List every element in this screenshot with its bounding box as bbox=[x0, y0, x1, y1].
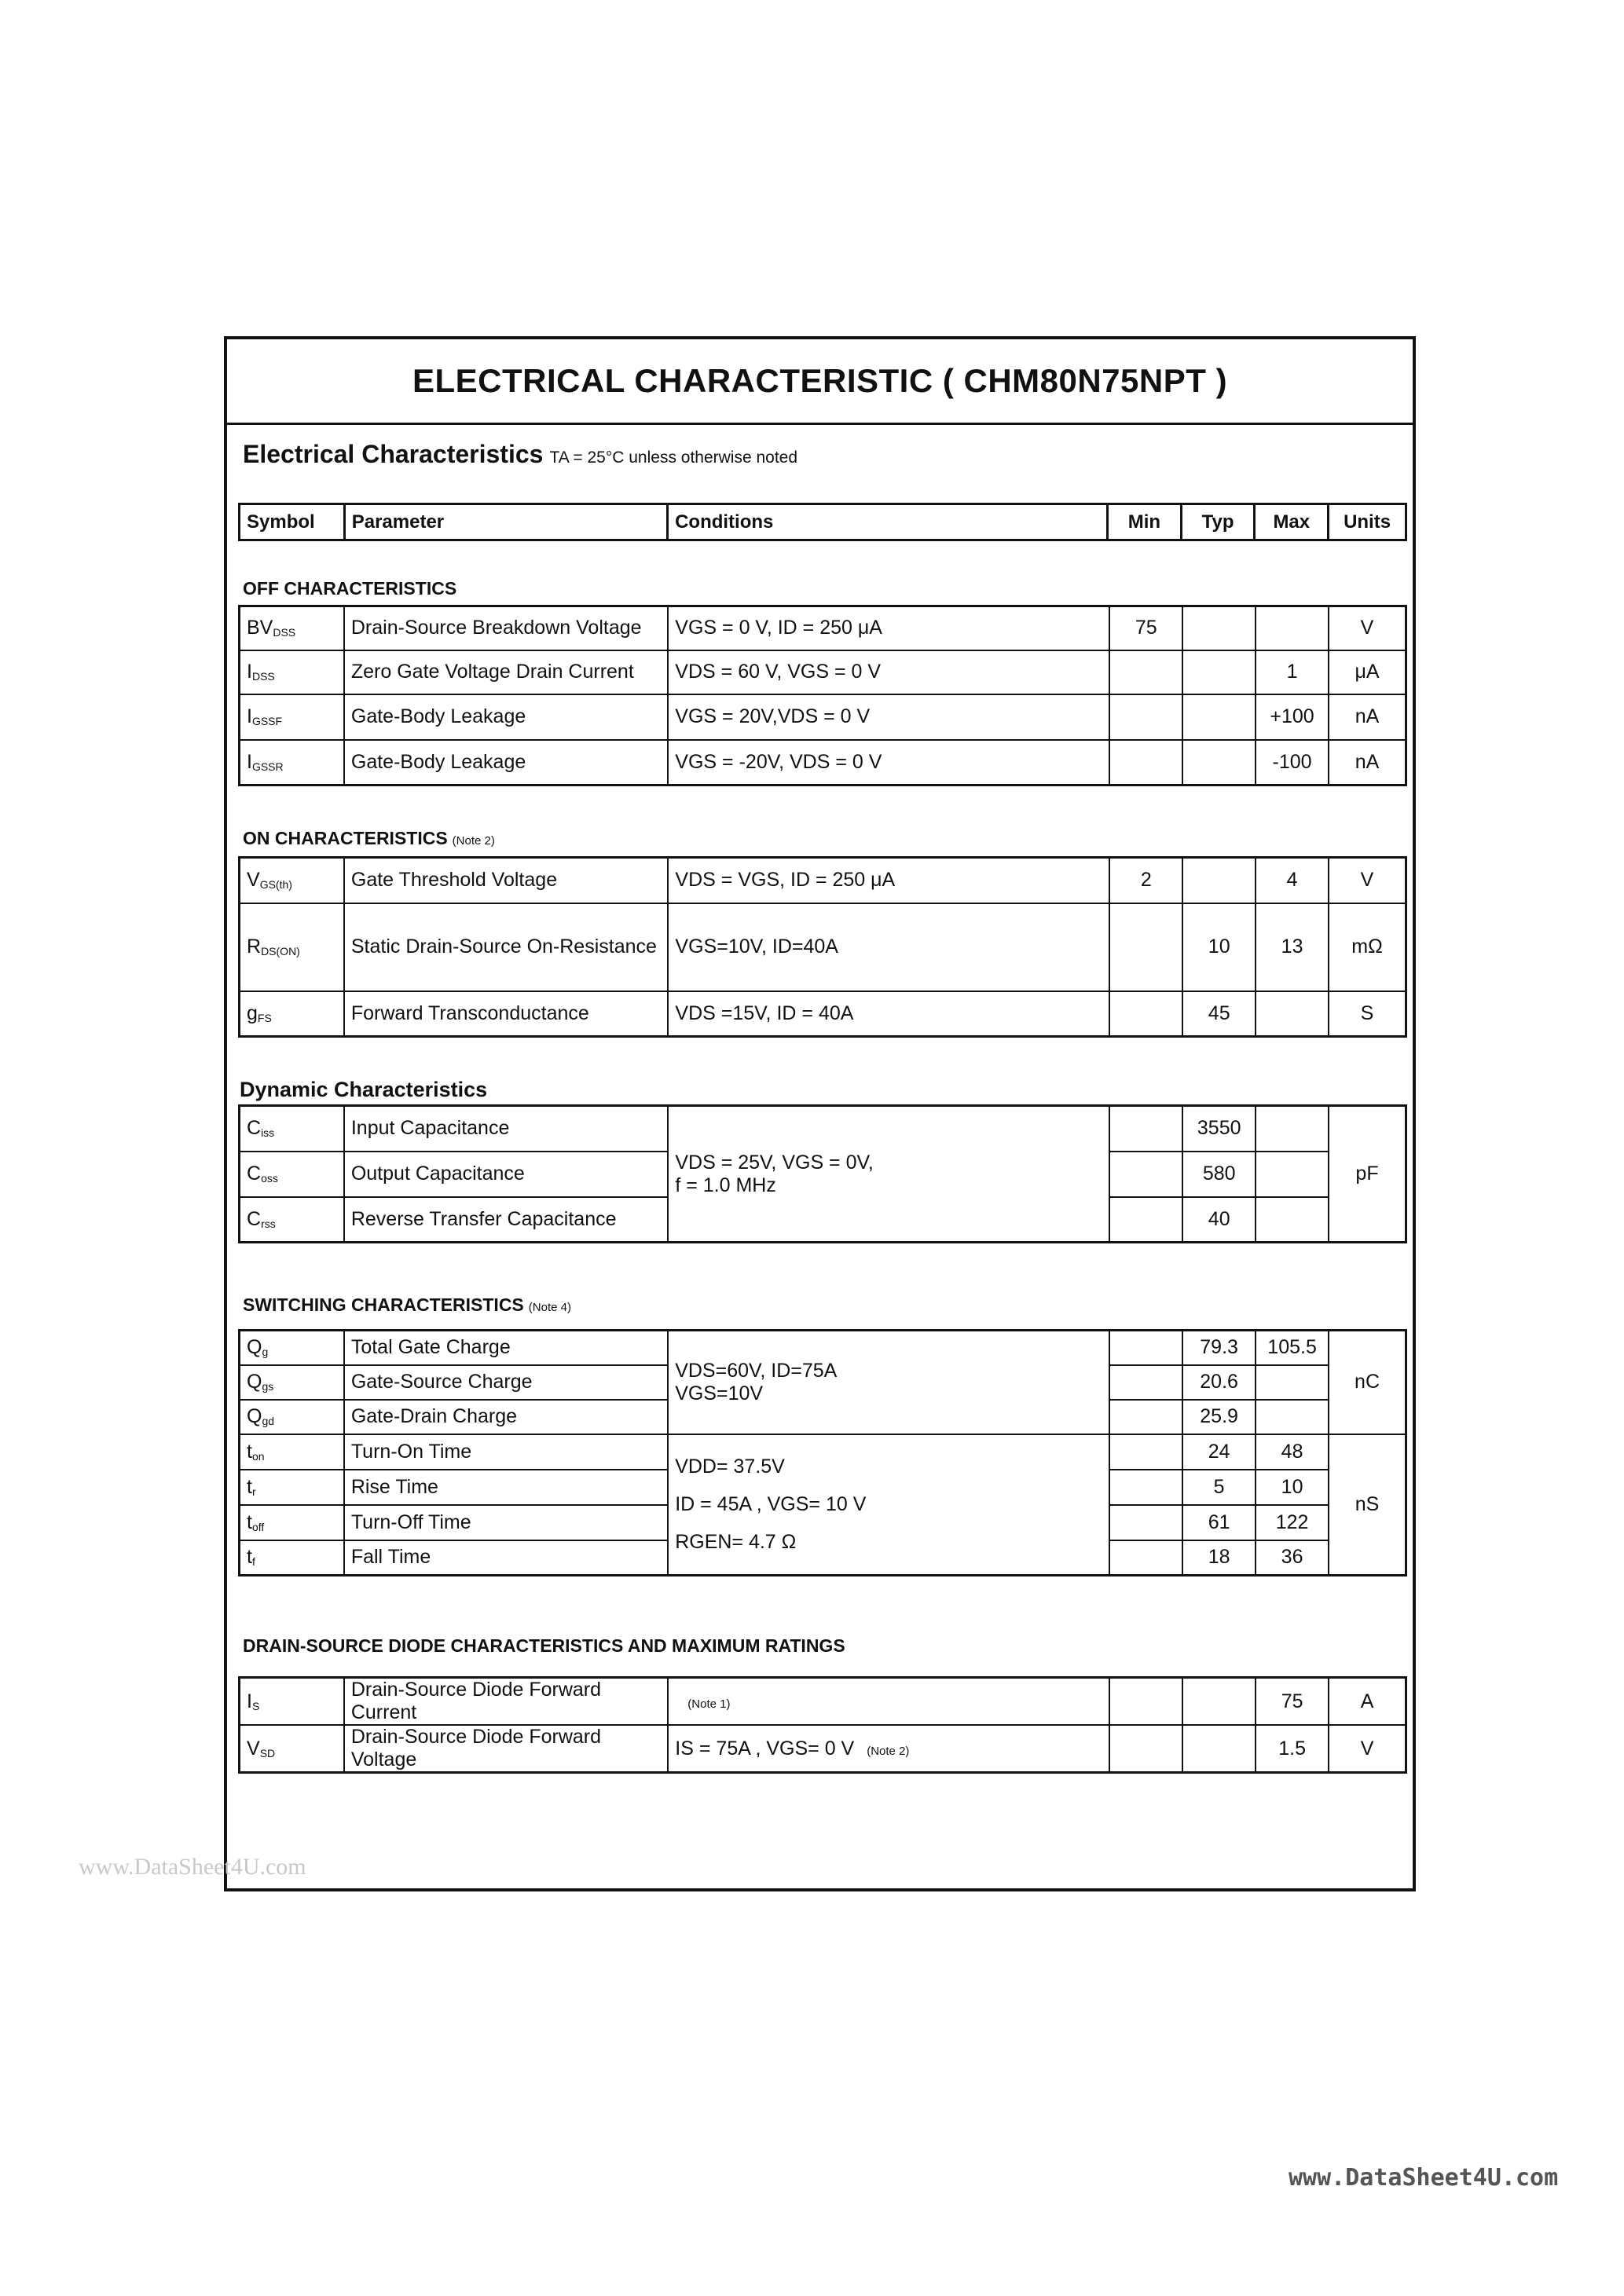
symbol-main: t bbox=[247, 1440, 252, 1463]
symbol-cell bbox=[240, 1365, 344, 1400]
symbol-cell bbox=[240, 1678, 344, 1726]
diode-section-title: DRAIN-SOURCE DIODE CHARACTERISTICS AND MAXIMUM RATINGS bbox=[243, 1635, 845, 1656]
max-cell: 4 bbox=[1256, 858, 1329, 903]
symbol-cell bbox=[240, 1331, 344, 1365]
min-cell bbox=[1109, 1197, 1182, 1243]
conditions-cell bbox=[668, 1678, 1109, 1726]
symbol-sub: on bbox=[251, 1449, 265, 1463]
typ-cell: 79.3 bbox=[1182, 1331, 1256, 1365]
unit-cell: pF bbox=[1329, 1106, 1406, 1243]
off-table bbox=[238, 605, 1407, 786]
header-parameter: Parameter bbox=[344, 504, 667, 540]
max-cell bbox=[1256, 1106, 1329, 1152]
parameter-cell: Fall Time bbox=[344, 1540, 668, 1576]
typ-cell bbox=[1182, 1678, 1256, 1726]
symbol-cell bbox=[240, 1434, 344, 1470]
typ-cell: 18 bbox=[1182, 1540, 1256, 1576]
conditions-line: f = 1.0 MHz bbox=[675, 1174, 776, 1196]
symbol-main: I bbox=[247, 1690, 252, 1712]
min-cell bbox=[1109, 1540, 1182, 1576]
typ-cell: 3550 bbox=[1182, 1106, 1256, 1152]
parameter-cell: Input Capacitance bbox=[344, 1106, 669, 1152]
table-row bbox=[240, 1678, 1406, 1726]
symbol-main: R bbox=[247, 936, 262, 958]
table-row bbox=[240, 991, 1406, 1037]
table-row bbox=[240, 1331, 1406, 1365]
dynamic-table bbox=[238, 1104, 1407, 1243]
section-subtitle bbox=[243, 440, 797, 469]
min-cell: 75 bbox=[1109, 606, 1182, 650]
conditions-cell: VGS = 20V,VDS = 0 V bbox=[668, 694, 1109, 740]
subtitle-text: Electrical Characteristics bbox=[243, 440, 544, 468]
parameter-cell: Zero Gate Voltage Drain Current bbox=[344, 650, 668, 694]
min-cell bbox=[1109, 740, 1182, 785]
symbol-main: t bbox=[247, 1511, 252, 1533]
typ-cell: 5 bbox=[1182, 1470, 1256, 1505]
conditions-cell bbox=[668, 1434, 1109, 1576]
conditions-line: VDS = 25V, VGS = 0V, bbox=[675, 1151, 874, 1174]
symbol-main: Q bbox=[247, 1405, 262, 1427]
unit-cell: nS bbox=[1329, 1434, 1406, 1576]
symbol-sub: g bbox=[262, 1346, 269, 1359]
parameter-cell: Rise Time bbox=[344, 1470, 668, 1505]
watermark-right[interactable]: www.DataSheet4U.com bbox=[1289, 2164, 1559, 2192]
min-cell bbox=[1109, 903, 1182, 991]
min-cell bbox=[1109, 1434, 1182, 1470]
conditions-line: VDD= 37.5V bbox=[675, 1456, 785, 1478]
symbol-main: BV bbox=[247, 617, 273, 639]
typ-cell: 24 bbox=[1182, 1434, 1256, 1470]
unit-cell: μA bbox=[1329, 650, 1406, 694]
table-row bbox=[240, 1434, 1406, 1470]
switching-title: SWITCHING CHARACTERISTICS bbox=[243, 1294, 524, 1315]
unit-cell: V bbox=[1329, 858, 1406, 903]
typ-cell bbox=[1182, 694, 1256, 740]
symbol-main: V bbox=[247, 869, 260, 892]
dynamic-section-title: Dynamic Characteristics bbox=[240, 1078, 488, 1101]
parameter-cell: Gate-Source Charge bbox=[344, 1365, 668, 1400]
max-cell: -100 bbox=[1256, 740, 1329, 785]
on-title: ON CHARACTERISTICS bbox=[243, 828, 448, 848]
max-cell: 13 bbox=[1256, 903, 1329, 991]
typ-cell: 40 bbox=[1182, 1197, 1256, 1243]
switching-note: (Note 4) bbox=[528, 1301, 571, 1314]
diode-table bbox=[238, 1676, 1407, 1774]
symbol-main: I bbox=[247, 705, 252, 727]
symbol-cell bbox=[240, 1400, 344, 1434]
symbol-sub: rss bbox=[261, 1217, 276, 1230]
unit-cell: nA bbox=[1329, 694, 1406, 740]
symbol-cell bbox=[240, 1725, 344, 1773]
typ-cell bbox=[1182, 606, 1256, 650]
symbol-sub: DS(ON) bbox=[261, 945, 300, 958]
symbol-main: t bbox=[247, 1546, 252, 1569]
header-row bbox=[240, 504, 1406, 540]
max-cell: 122 bbox=[1256, 1505, 1329, 1540]
symbol-sub: f bbox=[251, 1555, 255, 1569]
max-cell bbox=[1256, 1197, 1329, 1243]
symbol-main: I bbox=[247, 661, 252, 683]
min-cell bbox=[1109, 1470, 1182, 1505]
parameter-cell: Gate-Body Leakage bbox=[344, 740, 668, 785]
symbol-sub: DSS bbox=[273, 626, 296, 639]
typ-cell: 45 bbox=[1182, 991, 1256, 1037]
symbol-cell bbox=[240, 606, 344, 650]
characteristics-frame bbox=[224, 336, 1416, 1891]
parameter-cell: Drain-Source Diode Forward Voltage bbox=[344, 1725, 668, 1773]
conditions-cell: VGS = -20V, VDS = 0 V bbox=[668, 740, 1109, 785]
conditions-cell: VDS = VGS, ID = 250 μA bbox=[668, 858, 1109, 903]
symbol-sub: S bbox=[251, 1699, 260, 1712]
typ-cell: 20.6 bbox=[1182, 1365, 1256, 1400]
symbol-main: I bbox=[247, 750, 252, 773]
switching-table bbox=[238, 1329, 1407, 1576]
header-units: Units bbox=[1329, 504, 1406, 540]
max-cell bbox=[1256, 991, 1329, 1037]
table-row bbox=[240, 740, 1406, 785]
symbol-cell bbox=[240, 903, 344, 991]
max-cell: 36 bbox=[1256, 1540, 1329, 1576]
min-cell bbox=[1109, 991, 1182, 1037]
parameter-cell: Gate-Body Leakage bbox=[344, 694, 668, 740]
unit-cell: V bbox=[1329, 606, 1406, 650]
table-row bbox=[240, 694, 1406, 740]
symbol-main: g bbox=[247, 1002, 258, 1024]
min-cell bbox=[1109, 1152, 1182, 1197]
header-max: Max bbox=[1255, 504, 1329, 540]
unit-cell: A bbox=[1329, 1678, 1406, 1726]
min-cell: 2 bbox=[1109, 858, 1182, 903]
typ-cell: 10 bbox=[1182, 903, 1256, 991]
symbol-cell bbox=[240, 1106, 344, 1152]
subtitle-note: TA = 25°C unless otherwise noted bbox=[549, 449, 798, 467]
min-cell bbox=[1109, 1400, 1182, 1434]
symbol-main: C bbox=[247, 1207, 262, 1230]
symbol-main: Q bbox=[247, 1336, 262, 1359]
typ-cell: 61 bbox=[1182, 1505, 1256, 1540]
symbol-main: Q bbox=[247, 1371, 262, 1393]
typ-cell: 580 bbox=[1182, 1152, 1256, 1197]
unit-cell: mΩ bbox=[1329, 903, 1406, 991]
symbol-main: V bbox=[247, 1737, 260, 1760]
parameter-cell: Static Drain-Source On-Resistance bbox=[344, 903, 669, 991]
parameter-cell: Forward Transconductance bbox=[344, 991, 669, 1037]
symbol-cell bbox=[240, 858, 344, 903]
min-cell bbox=[1109, 1678, 1182, 1726]
parameter-cell: Gate Threshold Voltage bbox=[344, 858, 669, 903]
conditions-line: VDS=60V, ID=75A bbox=[675, 1359, 838, 1382]
conditions-cell: VGS = 0 V, ID = 250 μA bbox=[668, 606, 1109, 650]
conditions-note: (Note 1) bbox=[687, 1697, 731, 1711]
parameter-cell: Turn-Off Time bbox=[344, 1505, 668, 1540]
min-cell bbox=[1109, 1365, 1182, 1400]
min-cell bbox=[1109, 694, 1182, 740]
symbol-sub: FS bbox=[257, 1011, 272, 1024]
min-cell bbox=[1109, 1331, 1182, 1365]
switching-section-title bbox=[243, 1294, 571, 1316]
unit-cell: nC bbox=[1329, 1331, 1406, 1434]
symbol-cell bbox=[240, 991, 344, 1037]
symbol-sub: GSSF bbox=[251, 715, 283, 727]
header-conditions: Conditions bbox=[668, 504, 1108, 540]
conditions-text: IS = 75A , VGS= 0 V bbox=[675, 1737, 855, 1760]
symbol-sub: GS(th) bbox=[259, 878, 292, 892]
page-title: ELECTRICAL CHARACTERISTIC ( CHM80N75NPT ) bbox=[227, 339, 1413, 425]
conditions-line: ID = 45A , VGS= 10 V bbox=[675, 1493, 867, 1516]
max-cell bbox=[1256, 1400, 1329, 1434]
watermark-left[interactable]: www.DataSheet4U.com bbox=[79, 1854, 306, 1880]
symbol-main: C bbox=[247, 1163, 262, 1185]
symbol-sub: iss bbox=[261, 1126, 275, 1140]
conditions-cell: VDS =15V, ID = 40A bbox=[668, 991, 1109, 1037]
on-table bbox=[238, 856, 1407, 1038]
conditions-note: (Note 2) bbox=[867, 1744, 910, 1758]
min-cell bbox=[1109, 1505, 1182, 1540]
symbol-cell bbox=[240, 1470, 344, 1505]
conditions-cell: VGS=10V, ID=40A bbox=[668, 903, 1109, 991]
symbol-sub: gs bbox=[262, 1380, 274, 1393]
parameter-cell: Drain-Source Diode Forward Current bbox=[344, 1678, 668, 1726]
symbol-sub: DSS bbox=[251, 670, 275, 683]
min-cell bbox=[1109, 1106, 1182, 1152]
symbol-main: C bbox=[247, 1117, 262, 1140]
table-row bbox=[240, 858, 1406, 903]
symbol-cell bbox=[240, 1197, 344, 1243]
max-cell bbox=[1256, 606, 1329, 650]
conditions-cell: VDS = 60 V, VGS = 0 V bbox=[668, 650, 1109, 694]
parameter-cell: Drain-Source Breakdown Voltage bbox=[344, 606, 668, 650]
symbol-cell bbox=[240, 1152, 344, 1197]
unit-cell: V bbox=[1329, 1725, 1406, 1773]
max-cell: 75 bbox=[1256, 1678, 1329, 1726]
max-cell: +100 bbox=[1256, 694, 1329, 740]
parameter-cell: Turn-On Time bbox=[344, 1434, 668, 1470]
parameter-cell: Total Gate Charge bbox=[344, 1331, 668, 1365]
typ-cell bbox=[1182, 740, 1256, 785]
table-row bbox=[240, 1106, 1406, 1152]
symbol-sub: oss bbox=[261, 1172, 278, 1185]
symbol-sub: SD bbox=[259, 1746, 276, 1760]
max-cell bbox=[1256, 1152, 1329, 1197]
symbol-cell bbox=[240, 1540, 344, 1576]
table-row bbox=[240, 650, 1406, 694]
symbol-sub: off bbox=[251, 1520, 265, 1533]
symbol-main: t bbox=[247, 1475, 252, 1498]
table-row bbox=[240, 903, 1406, 991]
max-cell: 48 bbox=[1256, 1434, 1329, 1470]
max-cell bbox=[1256, 1365, 1329, 1400]
typ-cell bbox=[1182, 1725, 1256, 1773]
conditions-cell bbox=[668, 1725, 1109, 1773]
min-cell bbox=[1109, 1725, 1182, 1773]
max-cell: 1 bbox=[1256, 650, 1329, 694]
max-cell: 1.5 bbox=[1256, 1725, 1329, 1773]
table-row bbox=[240, 606, 1406, 650]
symbol-cell bbox=[240, 694, 344, 740]
symbol-sub: r bbox=[251, 1485, 256, 1498]
conditions-line: VGS=10V bbox=[675, 1382, 764, 1404]
parameter-cell: Gate-Drain Charge bbox=[344, 1400, 668, 1434]
header-table bbox=[238, 503, 1407, 541]
header-typ: Typ bbox=[1181, 504, 1255, 540]
symbol-sub: gd bbox=[262, 1415, 275, 1427]
conditions-cell bbox=[668, 1106, 1109, 1243]
on-note: (Note 2) bbox=[452, 834, 495, 848]
off-section-title: OFF CHARACTERISTICS bbox=[243, 578, 457, 599]
unit-cell: S bbox=[1329, 991, 1406, 1037]
table-row bbox=[240, 1725, 1406, 1773]
typ-cell bbox=[1182, 858, 1256, 903]
typ-cell bbox=[1182, 650, 1256, 694]
symbol-cell bbox=[240, 1505, 344, 1540]
conditions-line: RGEN= 4.7 Ω bbox=[675, 1531, 797, 1554]
parameter-cell: Output Capacitance bbox=[344, 1152, 669, 1197]
conditions-cell bbox=[668, 1331, 1109, 1434]
symbol-cell bbox=[240, 740, 344, 785]
unit-cell: nA bbox=[1329, 740, 1406, 785]
header-min: Min bbox=[1108, 504, 1182, 540]
header-symbol: Symbol bbox=[240, 504, 345, 540]
on-section-title bbox=[243, 828, 495, 849]
max-cell: 10 bbox=[1256, 1470, 1329, 1505]
max-cell: 105.5 bbox=[1256, 1331, 1329, 1365]
symbol-cell bbox=[240, 650, 344, 694]
min-cell bbox=[1109, 650, 1182, 694]
symbol-sub: GSSR bbox=[251, 760, 284, 773]
typ-cell: 25.9 bbox=[1182, 1400, 1256, 1434]
parameter-cell: Reverse Transfer Capacitance bbox=[344, 1197, 669, 1243]
